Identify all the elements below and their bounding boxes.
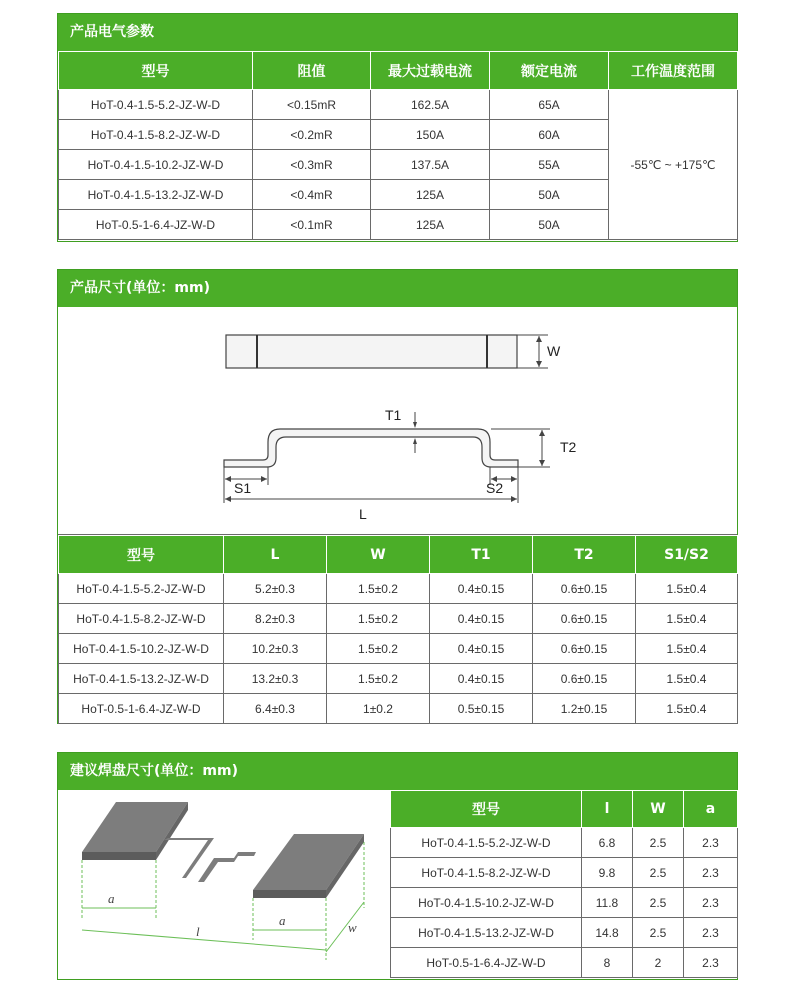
cell-t2: 0.6±0.15 xyxy=(533,574,636,604)
cell-temp-range: -55℃ ~ +175℃ xyxy=(609,90,738,240)
cell-model: HoT-0.5-1-6.4-JZ-W-D xyxy=(59,210,253,240)
cell-w: 2.5 xyxy=(633,918,684,948)
label-a-left: a xyxy=(108,891,115,906)
table-row xyxy=(59,604,738,634)
label-w: W xyxy=(547,343,561,359)
table-row xyxy=(391,828,738,858)
cell-s1-s2: 1.5±0.4 xyxy=(636,604,738,634)
cell-rated-current: 60A xyxy=(490,120,609,150)
dimensions-table xyxy=(58,535,738,724)
dimensions-title: 产品尺寸(单位：mm) xyxy=(58,270,737,307)
cell-l: 8 xyxy=(582,948,633,978)
table-row xyxy=(59,694,738,724)
label-t1: T1 xyxy=(385,407,402,423)
cell-model: HoT-0.4-1.5-8.2-JZ-W-D xyxy=(59,604,224,634)
cell-w: 2.5 xyxy=(633,828,684,858)
cell-resistance: <0.4mR xyxy=(253,180,371,210)
cell-rated-current: 50A xyxy=(490,210,609,240)
header-resistance: 阻值 xyxy=(253,52,371,90)
cell-l: 14.8 xyxy=(582,918,633,948)
table-row xyxy=(391,858,738,888)
cell-t1: 0.4±0.15 xyxy=(430,664,533,694)
cell-l: 13.2±0.3 xyxy=(224,664,327,694)
cell-w: 1±0.2 xyxy=(327,694,430,724)
cell-model: HoT-0.4-1.5-13.2-JZ-W-D xyxy=(59,180,253,210)
pads-title: 建议焊盘尺寸(单位：mm) xyxy=(58,753,737,790)
cell-model: HoT-0.4-1.5-8.2-JZ-W-D xyxy=(59,120,253,150)
label-s1: S1 xyxy=(234,480,252,496)
cell-model: HoT-0.4-1.5-5.2-JZ-W-D xyxy=(59,90,253,120)
table-row xyxy=(59,574,738,604)
cell-max-current: 162.5A xyxy=(371,90,490,120)
top-view-body xyxy=(226,335,517,368)
shunt-dimension-drawing xyxy=(58,307,737,535)
header-rated-current: 额定电流 xyxy=(490,52,609,90)
cell-model: HoT-0.4-1.5-10.2-JZ-W-D xyxy=(391,888,582,918)
cell-s1-s2: 1.5±0.4 xyxy=(636,664,738,694)
table-row xyxy=(391,948,738,978)
cell-w: 1.5±0.2 xyxy=(327,664,430,694)
dimension-diagram xyxy=(58,307,737,535)
cell-w: 2.5 xyxy=(633,888,684,918)
label-t2: T2 xyxy=(560,439,577,455)
cell-s1-s2: 1.5±0.4 xyxy=(636,694,738,724)
side-view-body xyxy=(224,429,518,467)
cell-max-current: 137.5A xyxy=(371,150,490,180)
cell-w: 2 xyxy=(633,948,684,978)
header-t2: T2 xyxy=(533,536,636,574)
label-l: L xyxy=(359,506,367,522)
table-row xyxy=(59,634,738,664)
cell-t1: 0.4±0.15 xyxy=(430,634,533,664)
cell-l: 11.8 xyxy=(582,888,633,918)
cell-t2: 1.2±0.15 xyxy=(533,694,636,724)
cell-t1: 0.5±0.15 xyxy=(430,694,533,724)
cell-t1: 0.4±0.15 xyxy=(430,604,533,634)
cell-model: HoT-0.4-1.5-13.2-JZ-W-D xyxy=(59,664,224,694)
cell-t1: 0.4±0.15 xyxy=(430,574,533,604)
cell-w: 2.5 xyxy=(633,858,684,888)
cell-max-current: 150A xyxy=(371,120,490,150)
table-row xyxy=(59,664,738,694)
electrical-title: 产品电气参数 xyxy=(58,14,737,51)
cell-l: 6.4±0.3 xyxy=(224,694,327,724)
cell-a: 2.3 xyxy=(684,918,738,948)
cell-w: 1.5±0.2 xyxy=(327,574,430,604)
dimensions-section xyxy=(57,269,738,724)
table-row xyxy=(59,90,738,120)
cell-l: 9.8 xyxy=(582,858,633,888)
cell-model: HoT-0.4-1.5-13.2-JZ-W-D xyxy=(391,918,582,948)
cell-t2: 0.6±0.15 xyxy=(533,664,636,694)
table-row xyxy=(391,918,738,948)
header-model: 型号 xyxy=(391,791,582,828)
cell-model: HoT-0.4-1.5-8.2-JZ-W-D xyxy=(391,858,582,888)
cell-model: HoT-0.5-1-6.4-JZ-W-D xyxy=(59,694,224,724)
cell-max-current: 125A xyxy=(371,210,490,240)
cell-a: 2.3 xyxy=(684,948,738,978)
header-s1-s2: S1/S2 xyxy=(636,536,738,574)
cell-model: HoT-0.4-1.5-10.2-JZ-W-D xyxy=(59,634,224,664)
cell-resistance: <0.2mR xyxy=(253,120,371,150)
header-t1: T1 xyxy=(430,536,533,574)
pads-table xyxy=(390,790,738,978)
cell-model: HoT-0.5-1-6.4-JZ-W-D xyxy=(391,948,582,978)
cell-max-current: 125A xyxy=(371,180,490,210)
header-model: 型号 xyxy=(59,536,224,574)
cell-a: 2.3 xyxy=(684,888,738,918)
electrical-section xyxy=(57,13,738,242)
header-temp-range: 工作温度范围 xyxy=(609,52,738,90)
header-max-overload-current: 最大过载电流 xyxy=(371,52,490,90)
label-l: l xyxy=(196,924,200,939)
cell-rated-current: 50A xyxy=(490,180,609,210)
header-l: L xyxy=(224,536,327,574)
label-s2: S2 xyxy=(486,480,504,496)
label-w: w xyxy=(348,920,357,935)
cell-l: 6.8 xyxy=(582,828,633,858)
label-a-right: a xyxy=(279,913,286,928)
cell-s1-s2: 1.5±0.4 xyxy=(636,574,738,604)
cell-w: 1.5±0.2 xyxy=(327,604,430,634)
cell-l: 5.2±0.3 xyxy=(224,574,327,604)
cell-a: 2.3 xyxy=(684,828,738,858)
cell-model: HoT-0.4-1.5-5.2-JZ-W-D xyxy=(391,828,582,858)
cell-t2: 0.6±0.15 xyxy=(533,604,636,634)
cell-w: 1.5±0.2 xyxy=(327,634,430,664)
table-row xyxy=(391,888,738,918)
pads-section xyxy=(57,752,738,980)
pad-layout-drawing xyxy=(58,790,390,979)
header-l: l xyxy=(582,791,633,828)
cell-s1-s2: 1.5±0.4 xyxy=(636,634,738,664)
cell-resistance: <0.1mR xyxy=(253,210,371,240)
cell-rated-current: 65A xyxy=(490,90,609,120)
cell-resistance: <0.15mR xyxy=(253,90,371,120)
cell-model: HoT-0.4-1.5-5.2-JZ-W-D xyxy=(59,574,224,604)
cell-rated-current: 55A xyxy=(490,150,609,180)
cell-resistance: <0.3mR xyxy=(253,150,371,180)
header-w: W xyxy=(633,791,684,828)
cell-l: 10.2±0.3 xyxy=(224,634,327,664)
cell-a: 2.3 xyxy=(684,858,738,888)
cell-l: 8.2±0.3 xyxy=(224,604,327,634)
electrical-table xyxy=(58,51,738,240)
header-w: W xyxy=(327,536,430,574)
header-model: 型号 xyxy=(59,52,253,90)
cell-model: HoT-0.4-1.5-10.2-JZ-W-D xyxy=(59,150,253,180)
cell-t2: 0.6±0.15 xyxy=(533,634,636,664)
header-a: a xyxy=(684,791,738,828)
